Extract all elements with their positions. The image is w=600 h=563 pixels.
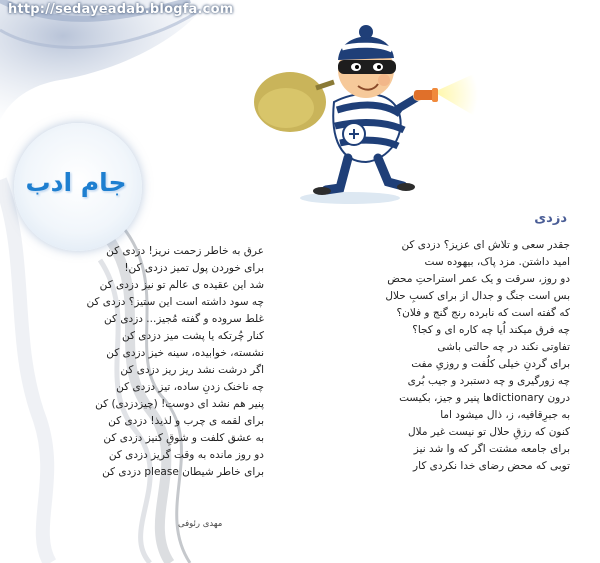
poem-line: که گفته است که نابرده رنج گنج و فلان؟ (396, 307, 570, 319)
poem-line: برای خوردن پول تمیز دزدی کن! (124, 262, 264, 274)
poem-line: کنون که رزقِ حلال تو نیست غیر ملال (407, 426, 570, 438)
poem-line: برای گردنِ خیلی کلُفت و روزیِ مفت (411, 358, 570, 370)
poem-line: غلط سروده و گفته مُجیز... دزدی کن (104, 313, 264, 325)
poem-line: نشسته، خوابیده، سینه خیز دزدی کن (106, 347, 264, 359)
poem-line: برای خاطر شیطان please دزدی کن (102, 466, 264, 478)
post-title: دزدی (534, 211, 567, 226)
poem-line: دو روز مانده به وقت گریز دزدی کن (108, 449, 264, 461)
poem-line: درون dictionaryها پنیر و جیز، بکیست (399, 392, 570, 404)
poem-line: شد این عقیده ی عالم تو نیز دزدی کن (99, 279, 264, 291)
poem-line: کنار چُرتکه یا پشت میز دزدی کن (121, 330, 264, 342)
poem-left-column (24, 243, 264, 481)
poem-line: چه فرق میکند اُیا چه کاره ای و کجا؟ (412, 324, 570, 336)
poem-line: به عشق کلفت و شوقِ کنیز دزدی کن (103, 432, 264, 444)
poem-line: توبی که محض رضای خدا نکردی کار (413, 460, 570, 472)
poem-line: چه ناخنک زدنِ ساده، تیز دزدی کن (116, 381, 264, 393)
poem-line: برای لقمه ی چرب و لذیذ! دزدی کن (108, 415, 264, 427)
author-signature: مهدی رئوفی (178, 519, 223, 529)
poem-line: به جبرِقافیه، ز، ذال میشود اما (440, 409, 570, 421)
poem-line: تفاوتی نکند در چه حالتی باشی (437, 341, 570, 353)
poem-line: چه سود داشته است این ستیز؟ دزدی کن (86, 296, 264, 308)
poem-line: چه زورگیری و چه دستبرد و جیب بُری (407, 375, 570, 387)
poem-line: پنیر هم نشد ای دوست! (چیزدزدی) کن (95, 398, 264, 410)
poem-line: جقدر سعی و تلاش ای عزیز؟ دزدی کن (401, 239, 570, 251)
poem-line: عرق به خاطر زحمت نریز! دزدی کن (106, 245, 264, 257)
poem-line: برای جامعه مشتت اگر که وا شد نیز (413, 443, 570, 455)
thief-illustration (238, 10, 478, 210)
poem-right-column (340, 237, 570, 475)
site-logo[interactable]: جام ادب (25, 168, 127, 197)
poem-line: اگر درشت نشد ریز ریز دزدی کن (120, 364, 264, 376)
poem-line: دو روز، سرقت و یک عمر استراحتِ محض (387, 273, 570, 285)
poem-line: امید داشتن. مزد پاک، بیهوده ست (424, 256, 570, 268)
poem-line: بس است جنگ و جدال از برای کسبِ حلال (385, 290, 570, 302)
blog-url[interactable]: http://sedayeadab.blogfa.com (8, 2, 234, 17)
